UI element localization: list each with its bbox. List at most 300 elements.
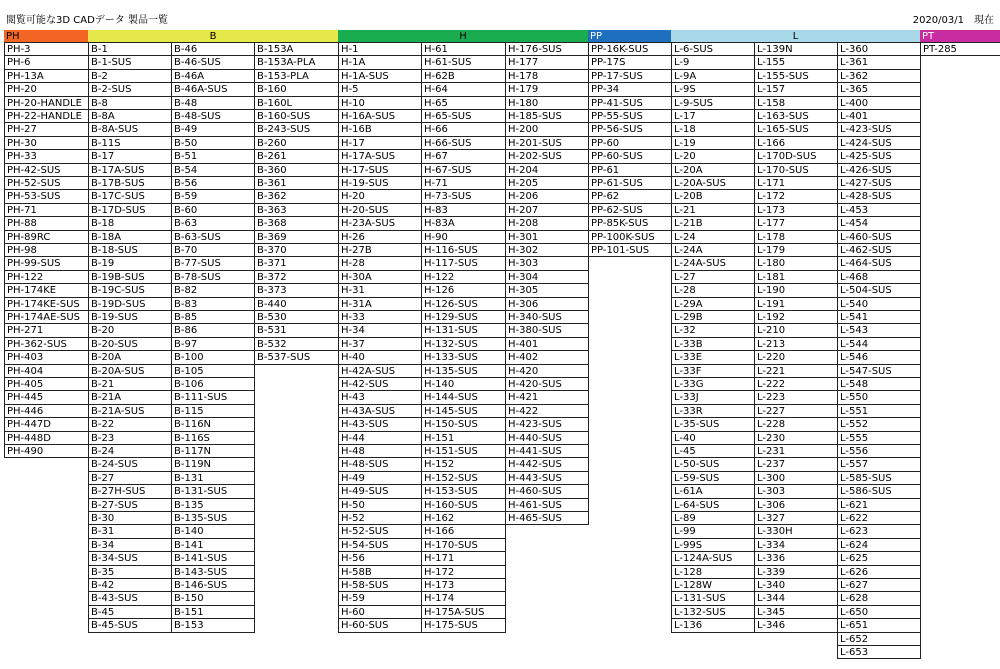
product-cell: L-504-SUS <box>837 284 921 297</box>
product-cell: L-400 <box>837 97 921 110</box>
product-cell: H-66 <box>421 123 506 136</box>
product-cell: L-33B <box>671 338 755 351</box>
product-cell: B-24-SUS <box>88 458 172 471</box>
product-cell: B-23 <box>88 432 172 445</box>
product-cell: L-155-SUS <box>754 70 838 83</box>
product-cell: B-131 <box>171 472 255 485</box>
product-cell: H-380-SUS <box>505 324 589 337</box>
product-cell: L-9S <box>671 83 755 96</box>
product-cell: B-8A <box>88 110 172 123</box>
product-cell: PH-53-SUS <box>4 190 89 203</box>
product-cell: PP-101-SUS <box>588 244 672 257</box>
product-cell: H-67 <box>421 150 506 163</box>
product-cell: PH-446 <box>4 405 89 418</box>
product-cell: H-177 <box>505 56 589 69</box>
product-cell: B-20A-SUS <box>88 365 172 378</box>
product-cell: H-56 <box>338 552 422 565</box>
product-cell: B-49 <box>171 123 255 136</box>
product-cell: L-172 <box>754 190 838 203</box>
product-cell: L-50-SUS <box>671 458 755 471</box>
page-title: 閲覧可能な3D CADデータ 製品一覧 <box>6 15 168 26</box>
product-cell: PP-61-SUS <box>588 177 672 190</box>
group-header-label: B <box>209 31 217 42</box>
product-cell: L-128 <box>671 566 755 579</box>
product-cell: L-59-SUS <box>671 472 755 485</box>
product-cell: H-60-SUS <box>338 619 422 632</box>
product-cell: H-151 <box>421 432 506 445</box>
product-cell: B-119N <box>171 458 255 471</box>
product-cell: L-213 <box>754 338 838 351</box>
product-cell: H-152 <box>421 458 506 471</box>
group-header-l <box>671 30 920 43</box>
product-cell: L-650 <box>837 606 921 619</box>
product-cell: B-106 <box>171 378 255 391</box>
product-cell: L-327 <box>754 512 838 525</box>
product-cell: H-420 <box>505 365 589 378</box>
product-cell: B-153A-PLA <box>254 56 339 69</box>
product-cell: H-423-SUS <box>505 418 589 431</box>
product-cell: L-453 <box>837 204 921 217</box>
product-cell: B-60 <box>171 204 255 217</box>
product-cell: H-422 <box>505 405 589 418</box>
product-cell: B-19D-SUS <box>88 298 172 311</box>
product-cell: L-131-SUS <box>671 592 755 605</box>
product-cell: PH-20 <box>4 83 89 96</box>
product-cell: B-371 <box>254 257 339 270</box>
product-cell: PP-60-SUS <box>588 150 672 163</box>
product-cell: H-153-SUS <box>421 485 506 498</box>
product-cell: PH-404 <box>4 365 89 378</box>
product-cell: H-83 <box>421 204 506 217</box>
product-cell: B-24 <box>88 445 172 458</box>
product-cell: B-141-SUS <box>171 552 255 565</box>
product-cell: L-89 <box>671 512 755 525</box>
product-cell: L-163-SUS <box>754 110 838 123</box>
product-cell: L-546 <box>837 351 921 364</box>
product-cell: B-45-SUS <box>88 619 172 632</box>
product-cell: L-344 <box>754 592 838 605</box>
product-cell: L-336 <box>754 552 838 565</box>
product-cell: B-116S <box>171 432 255 445</box>
product-cell: B-20A <box>88 351 172 364</box>
product-cell: L-237 <box>754 458 838 471</box>
product-cell: H-150-SUS <box>421 418 506 431</box>
product-cell: L-653 <box>837 646 921 659</box>
product-cell: H-133-SUS <box>421 351 506 364</box>
product-cell: PP-16K-SUS <box>588 43 672 56</box>
product-cell: H-60 <box>338 606 422 619</box>
product-cell: L-468 <box>837 271 921 284</box>
product-cell: B-151 <box>171 606 255 619</box>
group-header-pt <box>920 30 1000 43</box>
product-cell: H-126-SUS <box>421 298 506 311</box>
product-cell: PH-71 <box>4 204 89 217</box>
product-cell: L-17 <box>671 110 755 123</box>
product-cell: PH-405 <box>4 378 89 391</box>
product-cell: L-365 <box>837 83 921 96</box>
product-cell: L-651 <box>837 619 921 632</box>
product-cell: B-63 <box>171 217 255 230</box>
product-cell: L-547-SUS <box>837 365 921 378</box>
product-cell: B-111-SUS <box>171 391 255 404</box>
product-cell: L-346 <box>754 619 838 632</box>
product-cell: L-221 <box>754 365 838 378</box>
product-cell: L-541 <box>837 311 921 324</box>
product-cell: H-301 <box>505 231 589 244</box>
product-cell: B-146-SUS <box>171 579 255 592</box>
product-cell: H-420-SUS <box>505 378 589 391</box>
product-cell: H-1A <box>338 56 422 69</box>
product-cell: B-11S <box>88 137 172 150</box>
product-cell: B-8 <box>88 97 172 110</box>
product-cell: L-556 <box>837 445 921 458</box>
product-cell: L-180 <box>754 257 838 270</box>
product-cell: H-206 <box>505 190 589 203</box>
product-cell: L-33F <box>671 365 755 378</box>
product-cell: PH-122 <box>4 271 89 284</box>
product-cell: B-135 <box>171 499 255 512</box>
product-cell: B-19B-SUS <box>88 271 172 284</box>
product-cell: B-360 <box>254 164 339 177</box>
product-cell: L-171 <box>754 177 838 190</box>
product-cell: H-23A-SUS <box>338 217 422 230</box>
product-cell: H-175A-SUS <box>421 606 506 619</box>
product-cell: L-622 <box>837 512 921 525</box>
product-cell: L-552 <box>837 418 921 431</box>
product-cell: L-192 <box>754 311 838 324</box>
product-cell: L-222 <box>754 378 838 391</box>
product-cell: L-178 <box>754 231 838 244</box>
product-cell: H-179 <box>505 83 589 96</box>
product-cell: H-54-SUS <box>338 539 422 552</box>
product-cell: B-21A-SUS <box>88 405 172 418</box>
product-cell: L-19 <box>671 137 755 150</box>
product-cell: B-1 <box>88 43 172 56</box>
product-cell: L-628 <box>837 592 921 605</box>
group-header-label: L <box>792 31 799 42</box>
product-cell: H-465-SUS <box>505 512 589 525</box>
product-cell: L-555 <box>837 432 921 445</box>
product-cell: H-17-SUS <box>338 164 422 177</box>
product-cell: H-30A <box>338 271 422 284</box>
product-cell: H-31 <box>338 284 422 297</box>
product-cell: H-162 <box>421 512 506 525</box>
product-cell: L-158 <box>754 97 838 110</box>
product-cell: B-45 <box>88 606 172 619</box>
group-header-label: H <box>459 31 467 42</box>
product-cell: H-49 <box>338 472 422 485</box>
product-cell: H-160-SUS <box>421 499 506 512</box>
product-cell: B-261 <box>254 150 339 163</box>
product-cell: PH-13A <box>4 70 89 83</box>
product-cell: B-361 <box>254 177 339 190</box>
product-cell: B-31 <box>88 525 172 538</box>
product-cell: H-443-SUS <box>505 472 589 485</box>
product-cell: B-115 <box>171 405 255 418</box>
product-cell: PP-41-SUS <box>588 97 672 110</box>
product-cell: B-17 <box>88 150 172 163</box>
product-cell: H-140 <box>421 378 506 391</box>
product-cell: L-35-SUS <box>671 418 755 431</box>
product-cell: H-144-SUS <box>421 391 506 404</box>
product-cell: L-29A <box>671 298 755 311</box>
product-cell: H-5 <box>338 83 422 96</box>
product-cell: B-17B-SUS <box>88 177 172 190</box>
product-cell: L-179 <box>754 244 838 257</box>
product-cell: H-71 <box>421 177 506 190</box>
product-cell: B-153A <box>254 43 339 56</box>
product-cell: B-46A <box>171 70 255 83</box>
product-cell: H-20 <box>338 190 422 203</box>
product-cell: PP-62 <box>588 190 672 203</box>
product-cell: B-260 <box>254 137 339 150</box>
product-cell: L-33G <box>671 378 755 391</box>
product-cell: L-20B <box>671 190 755 203</box>
product-cell: H-305 <box>505 284 589 297</box>
product-cell: H-207 <box>505 204 589 217</box>
product-cell: L-61A <box>671 485 755 498</box>
product-cell: B-440 <box>254 298 339 311</box>
product-cell: PH-174AE-SUS <box>4 311 89 324</box>
product-cell: H-185-SUS <box>505 110 589 123</box>
product-cell: B-17C-SUS <box>88 190 172 203</box>
product-cell: H-302 <box>505 244 589 257</box>
product-cell: L-548 <box>837 378 921 391</box>
product-cell: L-99 <box>671 525 755 538</box>
product-cell: H-61 <box>421 43 506 56</box>
product-cell: L-228 <box>754 418 838 431</box>
product-cell: H-58-SUS <box>338 579 422 592</box>
product-cell: L-621 <box>837 499 921 512</box>
product-cell: B-18-SUS <box>88 244 172 257</box>
product-cell: L-340 <box>754 579 838 592</box>
product-cell: L-231 <box>754 445 838 458</box>
product-cell: PH-448D <box>4 432 89 445</box>
product-cell: B-363 <box>254 204 339 217</box>
product-cell: L-21B <box>671 217 755 230</box>
product-cell: PH-6 <box>4 56 89 69</box>
product-cell: B-131-SUS <box>171 485 255 498</box>
product-cell: L-155 <box>754 56 838 69</box>
product-cell: B-141 <box>171 539 255 552</box>
product-cell: L-191 <box>754 298 838 311</box>
product-cell: B-48 <box>171 97 255 110</box>
product-cell: H-17A-SUS <box>338 150 422 163</box>
product-cell: H-132-SUS <box>421 338 506 351</box>
product-cell: B-532 <box>254 338 339 351</box>
product-cell: H-176-SUS <box>505 43 589 56</box>
product-cell: H-117-SUS <box>421 257 506 270</box>
product-cell: L-454 <box>837 217 921 230</box>
product-cell: B-372 <box>254 271 339 284</box>
product-cell: L-136 <box>671 619 755 632</box>
product-cell: B-59 <box>171 190 255 203</box>
product-cell: H-64 <box>421 83 506 96</box>
product-cell: L-33E <box>671 351 755 364</box>
product-cell: L-220 <box>754 351 838 364</box>
product-cell: L-210 <box>754 324 838 337</box>
product-cell: L-540 <box>837 298 921 311</box>
product-cell: B-116N <box>171 418 255 431</box>
product-cell: B-34-SUS <box>88 552 172 565</box>
product-cell: L-6-SUS <box>671 43 755 56</box>
product-cell: B-22 <box>88 418 172 431</box>
product-cell: H-175-SUS <box>421 619 506 632</box>
product-cell: H-116-SUS <box>421 244 506 257</box>
product-cell: PH-42-SUS <box>4 164 89 177</box>
product-cell: L-33J <box>671 391 755 404</box>
product-cell: H-180 <box>505 97 589 110</box>
product-cell: L-190 <box>754 284 838 297</box>
product-cell: L-24A-SUS <box>671 257 755 270</box>
product-cell: B-537-SUS <box>254 351 339 364</box>
product-cell: H-151-SUS <box>421 445 506 458</box>
product-cell: L-139N <box>754 43 838 56</box>
product-cell: L-652 <box>837 633 921 646</box>
product-cell: H-440-SUS <box>505 432 589 445</box>
product-cell: B-370 <box>254 244 339 257</box>
product-cell: B-368 <box>254 217 339 230</box>
product-cell: L-627 <box>837 579 921 592</box>
product-cell: B-17D-SUS <box>88 204 172 217</box>
product-cell: B-21A <box>88 391 172 404</box>
product-cell: L-227 <box>754 405 838 418</box>
product-cell: H-135-SUS <box>421 365 506 378</box>
product-cell: L-165-SUS <box>754 123 838 136</box>
product-cell: B-19 <box>88 257 172 270</box>
product-cell: B-18A <box>88 231 172 244</box>
product-cell: B-160L <box>254 97 339 110</box>
product-cell: B-27-SUS <box>88 499 172 512</box>
product-cell: L-557 <box>837 458 921 471</box>
product-cell: PH-447D <box>4 418 89 431</box>
product-cell: L-543 <box>837 324 921 337</box>
product-cell: H-166 <box>421 525 506 538</box>
product-cell: B-17A-SUS <box>88 164 172 177</box>
product-cell: B-105 <box>171 365 255 378</box>
product-cell: B-30 <box>88 512 172 525</box>
product-cell: H-43-SUS <box>338 418 422 431</box>
product-cell: L-425-SUS <box>837 150 921 163</box>
product-cell: H-461-SUS <box>505 499 589 512</box>
product-cell: L-623 <box>837 525 921 538</box>
product-cell: H-421 <box>505 391 589 404</box>
product-cell: H-441-SUS <box>505 445 589 458</box>
product-cell: L-157 <box>754 83 838 96</box>
product-cell: H-172 <box>421 566 506 579</box>
product-cell: L-300 <box>754 472 838 485</box>
product-cell: PP-60 <box>588 137 672 150</box>
product-cell: B-85 <box>171 311 255 324</box>
product-cell: L-20A <box>671 164 755 177</box>
product-cell: PH-20-HANDLE <box>4 97 89 110</box>
product-cell: PP-62-SUS <box>588 204 672 217</box>
as-of-date: 2020/03/1 現在 <box>912 15 994 26</box>
product-cell: B-86 <box>171 324 255 337</box>
product-cell: B-362 <box>254 190 339 203</box>
product-cell: B-243-SUS <box>254 123 339 136</box>
product-cell: B-70 <box>171 244 255 257</box>
product-cell: L-427-SUS <box>837 177 921 190</box>
product-cell: L-345 <box>754 606 838 619</box>
product-cell: PH-88 <box>4 217 89 230</box>
product-cell: PT-285 <box>920 43 1000 56</box>
product-cell: L-361 <box>837 56 921 69</box>
product-cell: L-428-SUS <box>837 190 921 203</box>
product-cell: PP-56-SUS <box>588 123 672 136</box>
product-cell: L-18 <box>671 123 755 136</box>
product-cell: L-124A-SUS <box>671 552 755 565</box>
product-cell: B-100 <box>171 351 255 364</box>
product-cell: L-544 <box>837 338 921 351</box>
product-cell: B-54 <box>171 164 255 177</box>
product-cell: H-26 <box>338 231 422 244</box>
product-cell: B-530 <box>254 311 339 324</box>
product-cell: B-51 <box>171 150 255 163</box>
product-cell: L-166 <box>754 137 838 150</box>
product-cell: PP-100K-SUS <box>588 231 672 244</box>
product-cell: PH-403 <box>4 351 89 364</box>
product-cell: L-625 <box>837 552 921 565</box>
product-cell: L-339 <box>754 566 838 579</box>
product-cell: B-153 <box>171 619 255 632</box>
product-cell: B-19-SUS <box>88 311 172 324</box>
product-cell: B-117N <box>171 445 255 458</box>
product-cell: B-140 <box>171 525 255 538</box>
product-cell: B-35 <box>88 566 172 579</box>
product-cell: H-44 <box>338 432 422 445</box>
product-cell: H-170-SUS <box>421 539 506 552</box>
product-cell: H-16A-SUS <box>338 110 422 123</box>
product-cell: PH-271 <box>4 324 89 337</box>
product-cell: B-369 <box>254 231 339 244</box>
product-cell: H-17 <box>338 137 422 150</box>
product-cell: H-48-SUS <box>338 458 422 471</box>
product-cell: B-27 <box>88 472 172 485</box>
group-header-b <box>88 30 338 43</box>
product-cell: PP-34 <box>588 83 672 96</box>
product-cell: H-173 <box>421 579 506 592</box>
product-cell: L-28 <box>671 284 755 297</box>
product-cell: H-73-SUS <box>421 190 506 203</box>
product-cell: B-8A-SUS <box>88 123 172 136</box>
product-cell: B-135-SUS <box>171 512 255 525</box>
product-cell: PP-85K-SUS <box>588 217 672 230</box>
product-cell: H-460-SUS <box>505 485 589 498</box>
product-cell: L-45 <box>671 445 755 458</box>
product-cell: L-170D-SUS <box>754 150 838 163</box>
product-cell: B-46-SUS <box>171 56 255 69</box>
product-cell: PP-61 <box>588 164 672 177</box>
product-cell: L-33R <box>671 405 755 418</box>
product-cell: B-2-SUS <box>88 83 172 96</box>
product-cell: L-460-SUS <box>837 231 921 244</box>
product-cell: PP-17S <box>588 56 672 69</box>
product-cell: PH-362-SUS <box>4 338 89 351</box>
product-cell: H-401 <box>505 338 589 351</box>
product-cell: B-21 <box>88 378 172 391</box>
product-cell: H-43A-SUS <box>338 405 422 418</box>
product-cell: L-334 <box>754 539 838 552</box>
product-cell: H-442-SUS <box>505 458 589 471</box>
product-cell: H-402 <box>505 351 589 364</box>
product-cell: H-90 <box>421 231 506 244</box>
product-cell: H-43 <box>338 391 422 404</box>
product-cell: B-150 <box>171 592 255 605</box>
product-cell: L-424-SUS <box>837 137 921 150</box>
product-cell: PP-17-SUS <box>588 70 672 83</box>
product-cell: H-126 <box>421 284 506 297</box>
